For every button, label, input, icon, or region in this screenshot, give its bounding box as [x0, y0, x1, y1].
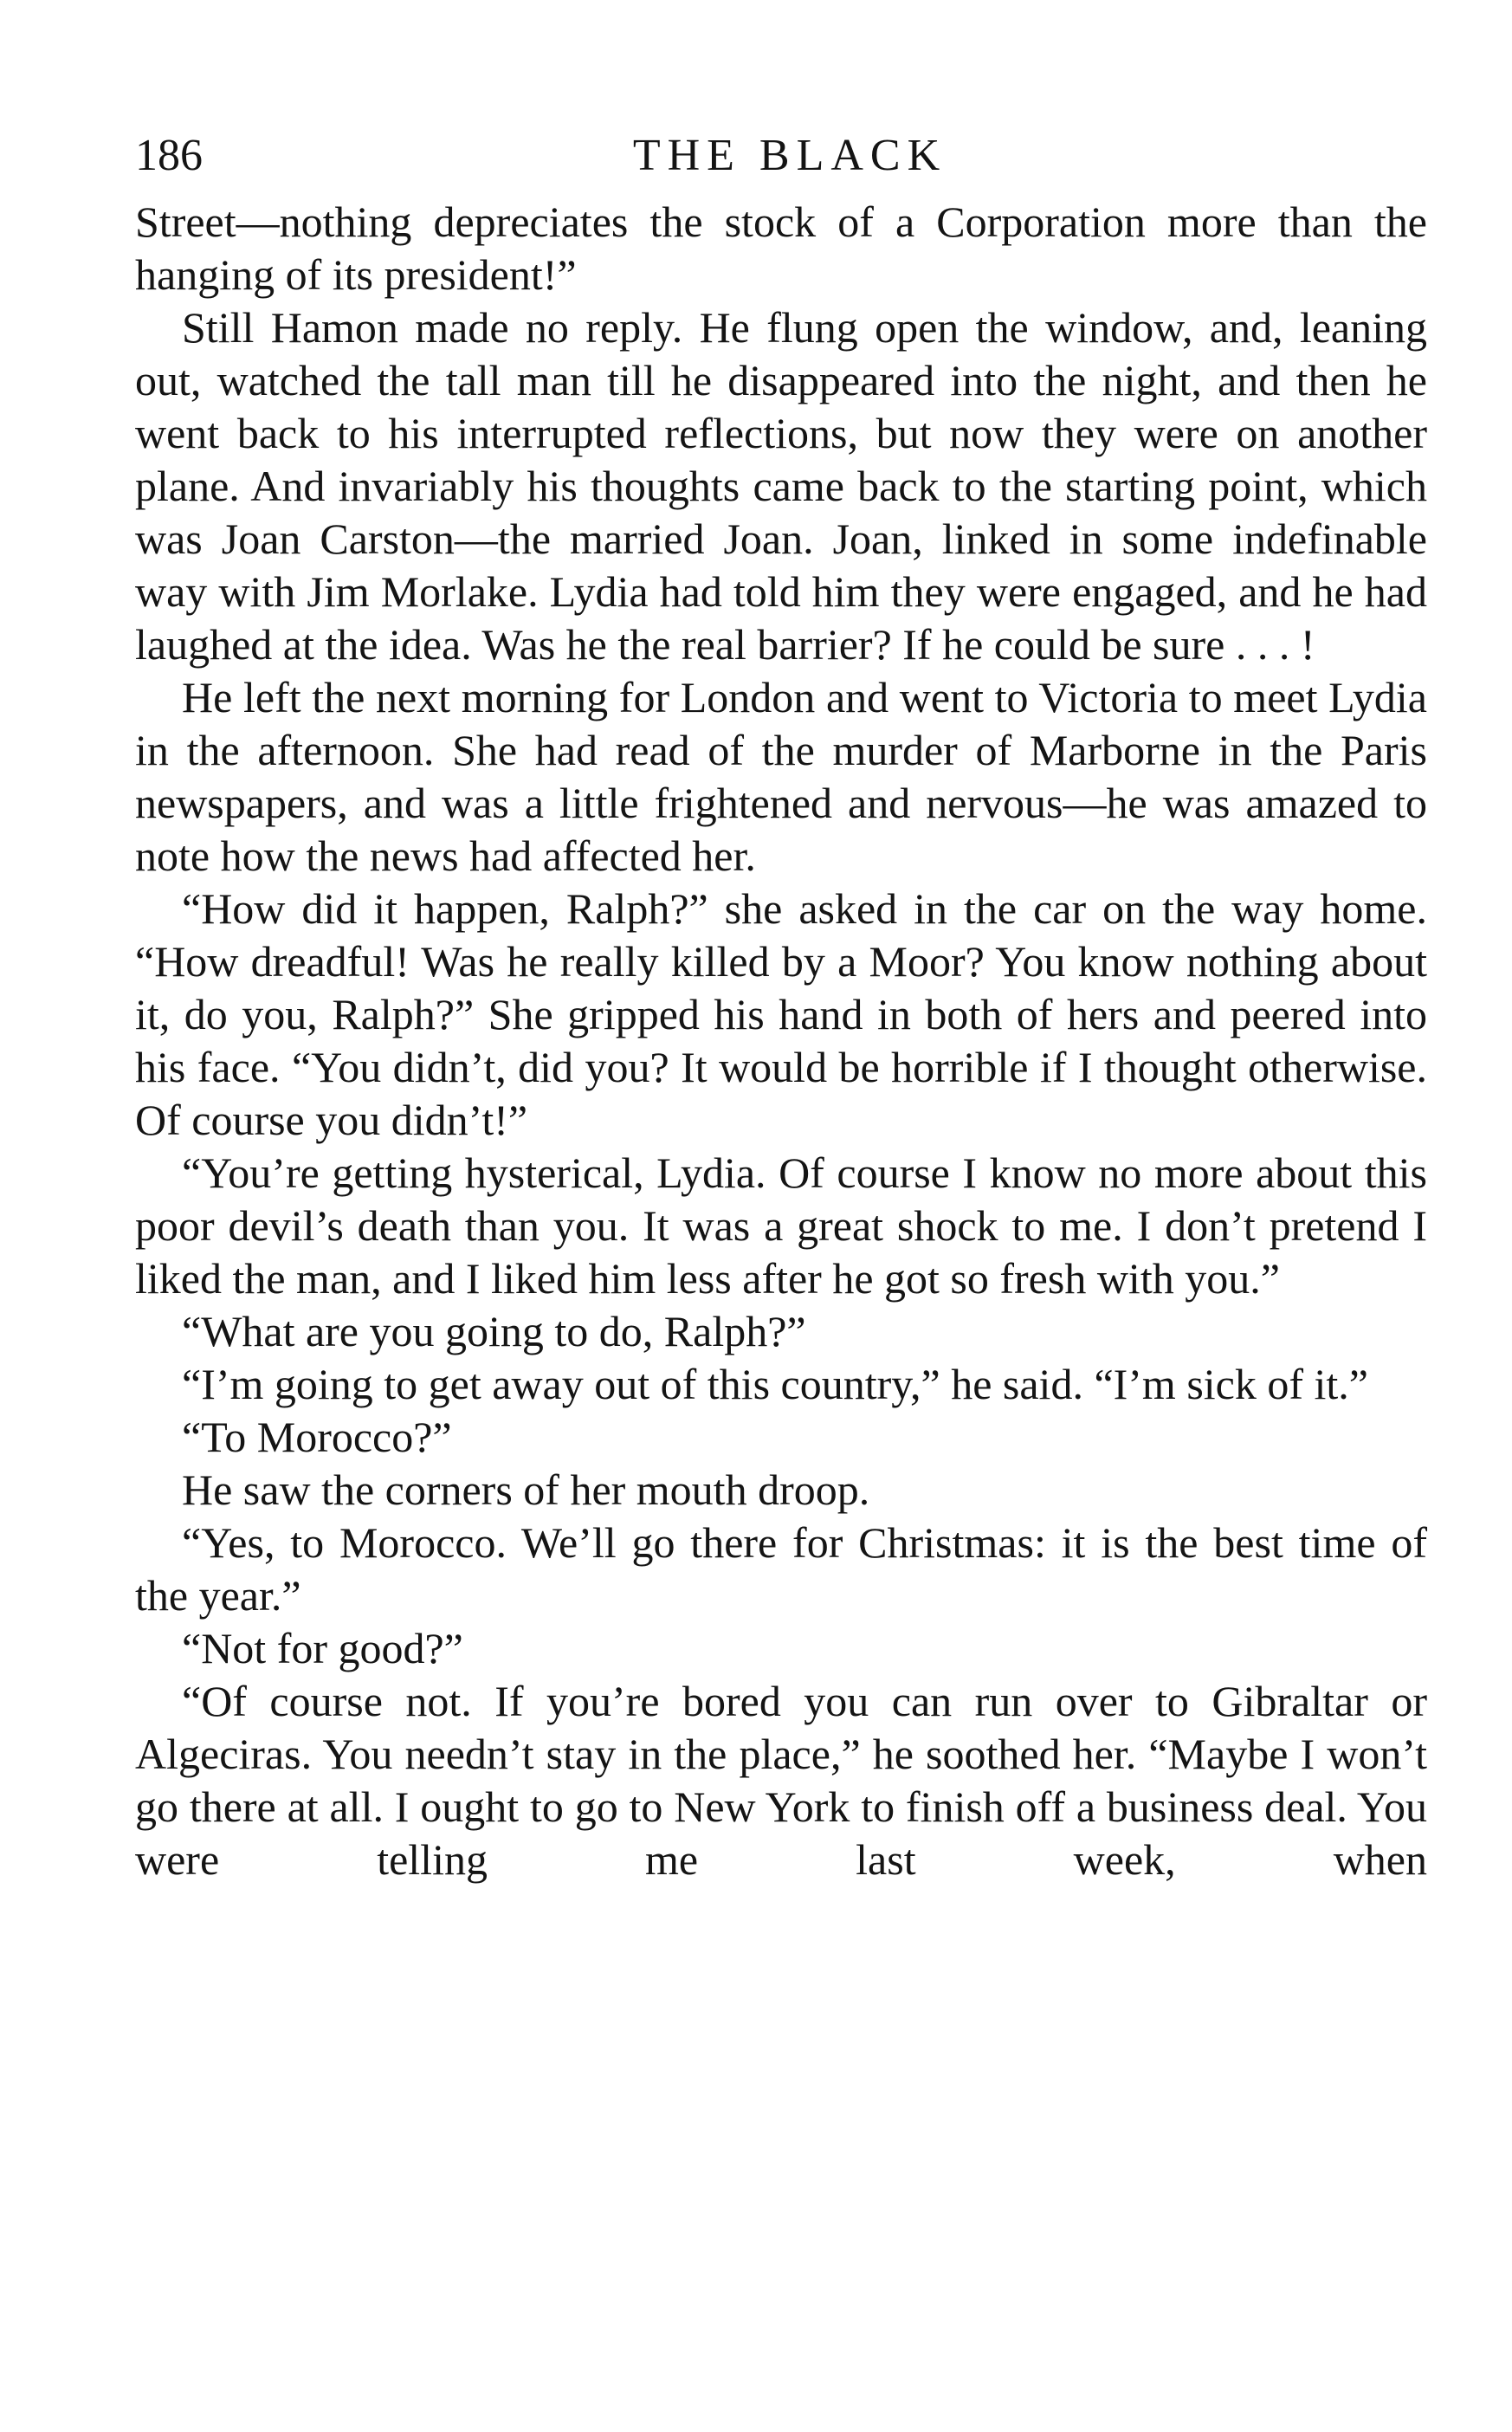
- running-head: [135, 121, 1427, 191]
- paragraph: “To Morocco?”: [182, 1413, 452, 1461]
- paragraph: “I’m going to get away out of this country,” he said. “I’m sick of it.”: [182, 1360, 1368, 1408]
- paragraph-continued: Street—nothing depreciates the stock of a Corporation more than the hanging of its president!”: [135, 197, 1427, 299]
- running-title: THE BLACK: [632, 131, 947, 180]
- paragraph-continues-next-page: “Of course not. If you’re bored you can run over to Gibraltar or Algeciras. You needn’t stay in the place,” he soothed her. “Maybe I won’t go there at all. I ought to go to New York to finish off a business deal. You were telling me last week, when: [135, 1677, 1427, 1884]
- paragraph: “Yes, to Morocco. We’ll go there for Christmas: it is the best time of the year.”: [135, 1518, 1427, 1620]
- paragraph: “You’re getting hysterical, Lydia. Of course I know no more about this poor devil’s death than you. It was a great shock to me. I don’t pretend I liked the man, and I liked him less after he got so fresh with you.”: [135, 1148, 1427, 1303]
- book-page: [135, 121, 1427, 1886]
- page-number: 186: [135, 131, 203, 180]
- paragraph: Still Hamon made no reply. He flung open the window, and, leaning out, watched the tall man till he disappeared into the night, and then he went back to his interrupted reflections, but now they were on another plane. And invariably his thoughts came back to the starting point, which was Joan Carston—the married Joan. Joan, linked in some indefinable way with Jim Morlake. Lydia had told him they were engaged, and he had laughed at the idea. Was he the real barrier? If he could be sure . . . !: [135, 303, 1427, 669]
- paragraph: He left the next morning for London and went to Victoria to meet Lydia in the afternoon. She had read of the murder of Marborne in the Paris newspapers, and was a little frightened and nervous—he was amazed to note how the news had affected her.: [135, 673, 1427, 880]
- body-text: [135, 196, 1427, 1886]
- paragraph: “What are you going to do, Ralph?”: [182, 1307, 806, 1355]
- paragraph: He saw the corners of her mouth droop.: [182, 1465, 870, 1514]
- paragraph: “How did it happen, Ralph?” she asked in the car on the way home. “How dreadful! Was he really killed by a Moor? You know nothing about it, do you, Ralph?” She gripped his hand in both of hers and peered into his face. “You didn’t, did you? It would be horrible if I thought otherwise. Of course you didn’t!”: [135, 884, 1427, 1144]
- paragraph: “Not for good?”: [182, 1624, 463, 1672]
